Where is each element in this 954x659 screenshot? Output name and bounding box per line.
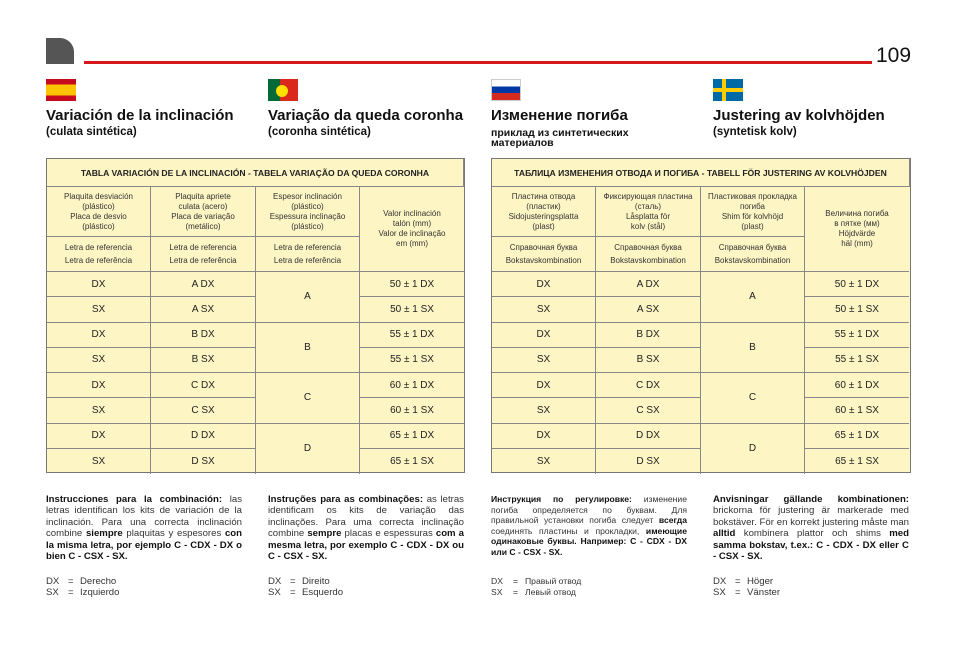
legend-meaning: Izquierdo: [80, 587, 120, 598]
side-code-cell: DX: [492, 373, 596, 398]
variation-table-ru-se: [491, 158, 911, 473]
drop-value-cell: 65 ± 1 SX: [835, 455, 879, 467]
section-title-es: Variación de la inclinación: [46, 107, 234, 124]
drop-value-cell: 55 ± 1 SX: [360, 348, 464, 373]
column-header: [47, 187, 151, 237]
plate-code-cell: B DX: [596, 323, 701, 348]
legend-code: SX: [491, 587, 503, 597]
legend-code: SX: [268, 587, 281, 598]
column-header-line: (plástico): [82, 201, 115, 211]
side-code-cell: DX: [492, 323, 596, 348]
drop-value-cell: 60 ± 1 SX: [360, 398, 464, 423]
side-code-cell: SX: [492, 297, 596, 322]
column-header-line: kolv (stål): [630, 221, 666, 231]
column-header-line: (plástico): [82, 221, 115, 231]
drop-value-cell: 65 ± 1 DX: [360, 424, 464, 449]
instructions-es: [46, 494, 242, 562]
instructions-pt: [268, 494, 464, 562]
section-subtitle-ru: приклад из синтетических материалов: [491, 127, 629, 149]
column-header-line: (metálico): [185, 221, 221, 231]
legend-meaning: Правый отвод: [525, 576, 582, 586]
instruction-text: brickorna för justering är markerade med bokstäver. För en korrekt justering måste man: [713, 505, 909, 528]
instruction-text: as letras identificam os kits de variação das inclinações. Para uma correcta inclinação combine: [268, 494, 464, 540]
reference-letter-header: [596, 237, 701, 272]
column-header: [151, 187, 256, 237]
column-header-line: Låsplatta för: [625, 211, 671, 221]
column-header-line: (plast): [532, 221, 555, 231]
plate-code-cell: A DX: [151, 272, 256, 297]
plate-code-cell: D DX: [151, 424, 256, 449]
legend-ru: DX = Правый отвод SX = Левый отвод: [491, 576, 582, 597]
column-header-line: Höjdvärde: [838, 229, 876, 238]
reference-letter-line: Справочная буква: [718, 243, 787, 252]
column-header-line: (plástico): [291, 201, 324, 211]
legend-meaning: Vänster: [747, 587, 781, 598]
reference-letter-line: Letra de referencia: [273, 243, 342, 252]
section-subtitle-pt: (coronha sintética): [268, 126, 371, 138]
section-subtitle-es: (culata sintética): [46, 126, 137, 138]
instruction-emphasis: имеющие одинаковые буквы.: [491, 525, 687, 547]
drop-value-cell: 65 ± 1 DX: [805, 424, 909, 449]
legend-code: DX: [491, 576, 503, 586]
russia-flag-icon: [491, 79, 521, 101]
column-header-line: Espessura inclinação: [269, 211, 346, 221]
side-code-cell: SX: [47, 398, 151, 423]
plate-code-cell: A DX: [596, 272, 701, 297]
spacer-letter-cell: A: [701, 272, 805, 323]
side-code-cell: SX: [492, 348, 596, 373]
plate-code-cell: C DX: [596, 373, 701, 398]
column-header-line: Plaquita apriete: [175, 191, 231, 201]
side-code-cell: DX: [492, 424, 596, 449]
column-header-line: Valor inclinación: [383, 209, 441, 218]
column-header-line: в пятке (мм): [834, 219, 880, 228]
column-header-line: häl (mm): [841, 239, 873, 248]
instruction-emphasis: всегда: [658, 515, 687, 526]
column-header-line: Shim för kolvhöjd: [721, 211, 784, 221]
legend-code: DX: [46, 576, 60, 587]
column-header: [701, 187, 805, 237]
reference-letter-line: Справочная буква: [509, 243, 578, 252]
section-title-ru: Изменение погиба: [491, 107, 628, 124]
legend-se: DX = Höger SX = Vänster: [713, 576, 781, 598]
page-number: 109: [876, 44, 912, 67]
column-header-line: Plaquita desviación: [64, 191, 133, 201]
instruction-text: plaquitas y espesores: [122, 528, 225, 540]
reference-letter-line: Справочная буква: [614, 243, 682, 252]
spacer-letter-cell: C: [701, 373, 805, 424]
plate-code-cell: A SX: [151, 297, 256, 322]
column-header: [360, 187, 464, 272]
column-header-line: (сталь): [634, 201, 662, 211]
drop-value-cell: 65 ± 1 SX: [390, 455, 434, 467]
instruction-emphasis: Instrucciones para la combinación:: [46, 494, 223, 505]
section-title-se: Justering av kolvhöjden: [713, 107, 885, 124]
plate-code-cell: A SX: [596, 297, 701, 322]
column-header-line: culata (acero): [178, 201, 228, 211]
instruction-text: placas e espessuras: [341, 528, 436, 540]
instructions-ru: [491, 494, 687, 558]
column-header-line: (пластик): [526, 201, 561, 211]
legend-pt: DX = Direito SX = Esquerdo: [268, 576, 344, 598]
reference-letter-line: Letra de referencia: [169, 243, 237, 252]
instruction-emphasis: sempre: [307, 528, 342, 540]
legend-code: SX: [713, 587, 726, 598]
column-header-line: Пластиковая прокладка: [708, 191, 797, 201]
plate-code-cell: D SX: [151, 449, 256, 474]
column-header-line: Placa de variação: [171, 211, 235, 221]
instruction-emphasis: con la misma letra, por ejemplo C - CDX - DX o bien C - CSX - SX.: [46, 528, 242, 563]
side-code-cell: DX: [492, 272, 596, 297]
drop-value-cell: 60 ± 1 SX: [805, 398, 909, 423]
plate-code-cell: B SX: [151, 348, 256, 373]
section-subtitle-se: (syntetisk kolv): [713, 126, 797, 138]
column-header-line: (plast): [741, 221, 764, 231]
spacer-letter-cell: C: [256, 373, 360, 424]
section-title-pt: Variação da queda coronha: [268, 107, 464, 124]
reference-letter-header: [256, 237, 360, 272]
drop-value-cell: 60 ± 1 DX: [805, 373, 909, 398]
portugal-flag-icon: [268, 79, 298, 101]
instruction-emphasis: com a mesma letra, por exemplo C - CDX - DX ou C - CSX - SX.: [268, 528, 464, 563]
instruction-emphasis: Instruções para as combinações:: [268, 494, 424, 505]
legend-code: SX: [46, 587, 59, 598]
instruction-text: kombinera plattor och shims: [735, 528, 890, 540]
drop-value-cell: 55 ± 1 DX: [360, 323, 464, 348]
spacer-letter-cell: D: [256, 424, 360, 475]
column-header-line: Величина погиба: [825, 209, 889, 218]
variation-table-es-pt: [46, 158, 465, 473]
column-header-line: talón (mm): [392, 219, 432, 228]
column-header-line: Espesor inclinación: [273, 191, 342, 201]
legend-code: DX: [268, 576, 282, 587]
drop-value-cell: 50 ± 1 DX: [805, 272, 909, 297]
column-header-line: Sidojusteringsplatta: [508, 211, 579, 221]
side-code-cell: SX: [492, 398, 596, 423]
column-header: [596, 187, 701, 237]
spacer-letter-cell: D: [701, 424, 805, 475]
legend-code: DX: [713, 576, 727, 587]
drop-value-cell: 55 ± 1 SX: [805, 348, 909, 373]
column-header: [256, 187, 360, 237]
plate-code-cell: C SX: [596, 398, 701, 423]
reference-letter-header: [701, 237, 805, 272]
reference-letter-line: Bokstavskombination: [714, 256, 791, 265]
column-header-line: Valor de inclinação: [378, 229, 446, 238]
table-caption: TABLA VARIACIÓN DE LA INCLINACIÓN - TABELA VARIAÇÃO DA QUEDA CORONHA: [47, 159, 464, 187]
column-header-line: Фиксирующая пластина: [603, 191, 693, 201]
legend-es: DX = Derecho SX = Izquierdo: [46, 576, 120, 598]
plate-code-cell: C SX: [151, 398, 256, 423]
instructions-se: [713, 494, 909, 562]
drop-value-cell: 50 ± 1 SX: [360, 297, 464, 322]
plate-code-cell: D DX: [596, 424, 701, 449]
drop-value-cell: 60 ± 1 DX: [360, 373, 464, 398]
side-code-cell: DX: [47, 373, 151, 398]
instruction-text: соединять пластины и прокладки,: [491, 525, 646, 536]
spacer-letter-cell: B: [701, 323, 805, 374]
column-header-line: em (mm): [396, 239, 428, 248]
plate-code-cell: D SX: [596, 449, 701, 474]
reference-letter-line: Bokstavskombination: [505, 256, 582, 265]
reference-letter-line: Letra de referência: [64, 256, 133, 265]
header-rule: [84, 61, 872, 64]
spain-flag-icon: [46, 79, 76, 101]
instruction-emphasis: siempre: [85, 528, 123, 540]
side-code-cell: SX: [47, 449, 151, 474]
legend-meaning: Derecho: [80, 576, 117, 587]
column-header: [492, 187, 596, 237]
drop-value-cell: 50 ± 1 SX: [805, 297, 909, 322]
column-header-line: Placa de desvio: [70, 211, 127, 221]
reference-letter-header: [492, 237, 596, 272]
instruction-emphasis: Anvisningar gällande kombinationen:: [713, 494, 909, 505]
side-code-cell: SX: [492, 449, 596, 474]
side-code-cell: DX: [47, 424, 151, 449]
reference-letter-line: Bokstavskombination: [610, 256, 686, 265]
reference-letter-line: Letra de referencia: [64, 243, 133, 252]
brand-logo: [46, 38, 74, 64]
spacer-letter-cell: A: [256, 272, 360, 323]
instruction-text: изменение погиба определяется по буквам. Для правильной установки погиба следует: [491, 494, 687, 526]
reference-letter-header: [151, 237, 256, 272]
plate-code-cell: C DX: [151, 373, 256, 398]
side-code-cell: SX: [47, 297, 151, 322]
sweden-flag-icon: [713, 79, 743, 101]
instruction-emphasis: Инструкция по регулировке:: [491, 494, 632, 504]
legend-meaning: Höger: [747, 576, 774, 587]
legend-meaning: Esquerdo: [302, 587, 344, 598]
side-code-cell: DX: [47, 323, 151, 348]
plate-code-cell: B SX: [596, 348, 701, 373]
instruction-text: las letras identifican los kits de variación de la inclinación. Para una correcta inclinación combine: [46, 494, 242, 540]
instruction-emphasis: med samma bokstav, t.ex.: C - CDX - DX eller C - CSX - SX.: [713, 528, 909, 563]
reference-letter-line: Letra de referência: [169, 256, 237, 265]
reference-letter-line: Letra de referência: [273, 256, 342, 265]
spacer-letter-cell: B: [256, 323, 360, 374]
legend-meaning: Direito: [302, 576, 330, 587]
reference-letter-header: [47, 237, 151, 272]
instruction-emphasis: Например: C - CDX - DX или C - CSX - SX.: [491, 536, 688, 557]
legend-meaning: Левый отвод: [525, 587, 576, 597]
side-code-cell: DX: [47, 272, 151, 297]
table-caption: ТАБЛИЦА ИЗМЕНЕНИЯ ОТВОДА И ПОГИБА - TABELL FÖR JUSTERING AV KOLVHÖJDEN: [492, 159, 910, 187]
side-code-cell: SX: [47, 348, 151, 373]
drop-value-cell: 55 ± 1 DX: [805, 323, 909, 348]
column-header-line: Пластина отвода: [511, 191, 576, 201]
column-header-line: (plástico): [291, 221, 324, 231]
column-header-line: погиба: [739, 201, 765, 211]
drop-value-cell: 50 ± 1 DX: [360, 272, 464, 297]
instruction-emphasis: alltid: [713, 528, 736, 540]
column-header: [805, 187, 909, 272]
plate-code-cell: B DX: [151, 323, 256, 348]
